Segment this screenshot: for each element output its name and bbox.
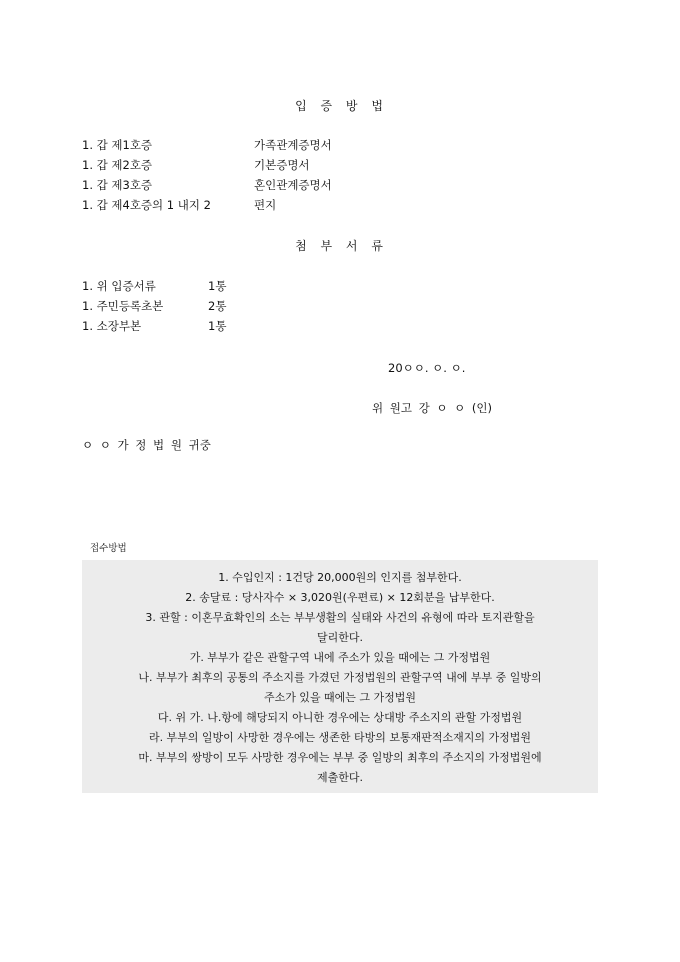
evidence-item-label: 1. 갑 제1호증	[82, 138, 153, 152]
reception-line: 달리한다.	[316, 631, 363, 644]
reception-line: 마. 부부의 쌍방이 모두 사망한 경우에는 부부 중 일방의 최후의 주소지의 가정법원에	[138, 751, 542, 764]
attachment-item	[82, 298, 227, 314]
attachment-item-label: 1. 주민등록초본	[82, 299, 164, 313]
attachments-title: 첨 부 서 류	[295, 239, 385, 253]
reception-line: 2. 송달료 : 당사자수 × 3,020원(우편료) × 12회분을 납부한다.	[185, 591, 495, 604]
signer-line: 위 원고 강 ㅇ ㅇ (인)	[372, 401, 493, 415]
reception-line: 나. 부부가 최후의 공통의 주소지를 가겼던 가정법원의 관할구역 내에 부부 중 일방의	[138, 671, 542, 684]
reception-line: 가. 부부가 같은 관할구역 내에 주소가 있을 때에는 그 가정법원	[189, 651, 491, 664]
reception-line: 주소가 있을 때에는 그 가정법원	[263, 691, 417, 704]
reception-line: 다. 위 가. 나.항에 해당되지 아니한 경우에는 상대방 주소지의 관할 가정법원	[157, 711, 523, 724]
attachment-item	[82, 318, 227, 334]
reception-line: 라. 부부의 일방이 사망한 경우에는 생존한 타방의 보통재판적소재지의 가정법원	[148, 731, 532, 744]
evidence-item-doc: 편지	[254, 198, 277, 212]
reception-box	[82, 560, 598, 793]
evidence-item-label: 1. 갑 제3호증	[82, 178, 153, 192]
attachment-item-count: 2통	[208, 299, 227, 313]
evidence-item	[82, 197, 277, 213]
attachment-item	[82, 278, 227, 294]
attachment-item-count: 1통	[208, 279, 227, 293]
reception-line: 3. 관할 : 이혼무효확인의 소는 부부생활의 실태와 사건의 유형에 따라 토지관할을	[145, 611, 535, 624]
evidence-item-doc: 혼인관계증명서	[254, 178, 332, 192]
evidence-item-doc: 가족관계증명서	[254, 138, 332, 152]
evidence-item	[82, 157, 310, 173]
reception-line: 1. 수입인지 : 1건당 20,000원의 인지를 첨부한다.	[218, 571, 462, 584]
evidence-item	[82, 177, 332, 193]
evidence-item-doc: 기본증명서	[254, 158, 310, 172]
attachment-item-label: 1. 위 입증서류	[82, 279, 156, 293]
evidence-item	[82, 137, 332, 153]
filing-date: 20ㅇㅇ. ㅇ. ㅇ.	[388, 361, 466, 375]
evidence-item-label: 1. 갑 제2호증	[82, 158, 153, 172]
evidence-item-label: 1. 갑 제4호증의 1 내지 2	[82, 198, 211, 212]
reception-line: 제출한다.	[316, 771, 363, 784]
attachment-item-count: 1통	[208, 319, 227, 333]
evidence-title: 입 증 방 법	[295, 99, 385, 113]
reception-label: 접수방법	[90, 543, 127, 554]
attachment-item-label: 1. 소장부본	[82, 319, 142, 333]
court-addressee: ㅇ ㅇ 가 정 법 원 귀중	[82, 438, 211, 452]
